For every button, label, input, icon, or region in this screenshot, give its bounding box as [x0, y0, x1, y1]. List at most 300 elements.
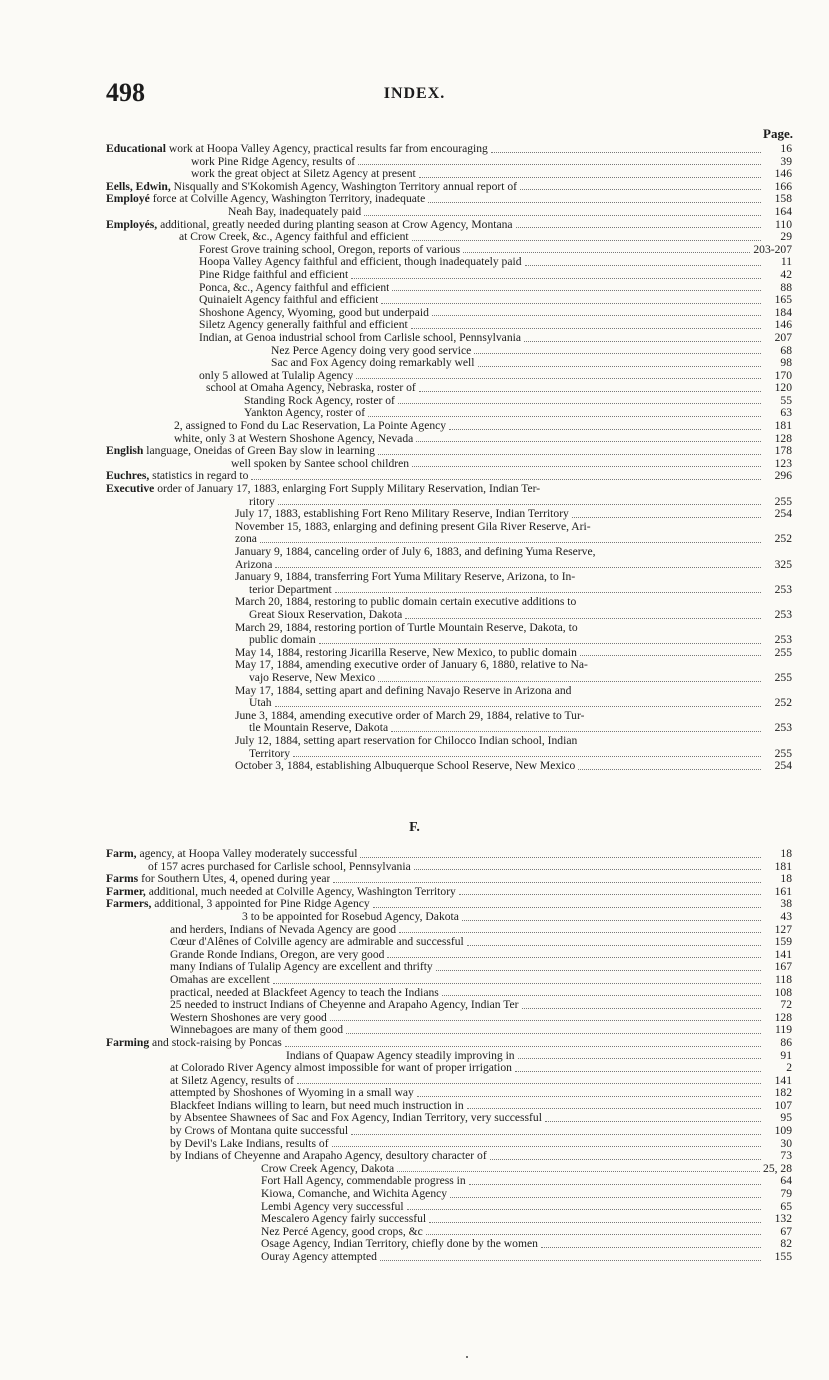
index-entry-page: 254 — [774, 508, 792, 521]
index-entry-text: Utah — [249, 697, 272, 710]
index-entry-text: May 17, 1884, amending executive order of January 6, 1880, relative to Na- — [235, 659, 588, 672]
dot-leader — [398, 403, 761, 404]
index-entry-page: 181 — [774, 860, 792, 873]
index-entry — [106, 873, 792, 886]
index-entry-text: ritory — [249, 495, 275, 508]
index-entry-page: 325 — [774, 558, 792, 571]
dot-leader — [293, 756, 761, 757]
dot-leader — [516, 227, 761, 228]
index-entry-text: Farms for Southern Utes, 4, opened during year — [106, 873, 331, 886]
index-entry — [106, 659, 792, 672]
index-entry — [106, 458, 792, 471]
index-entry-page: 42 — [780, 268, 792, 281]
dot-leader — [412, 466, 761, 467]
index-entry-page: 119 — [775, 1024, 792, 1037]
index-entry-heading: Farms — [106, 873, 139, 886]
index-entry-page: 98 — [780, 357, 792, 370]
index-entry-text: practical, needed at Blackfeet Agency to teach the Indians — [170, 986, 439, 999]
index-entry-text: Western Shoshones are very good — [170, 1011, 327, 1024]
index-entry-text: Executive order of January 17, 1883, enlarging Fort Supply Military Reservation, Indian Ter- — [106, 483, 541, 496]
dot-leader — [572, 517, 761, 518]
index-entry — [106, 861, 792, 874]
index-entry-heading: Euchres, — [106, 470, 150, 483]
index-entry — [106, 332, 792, 345]
index-entry-heading: Farm, — [106, 848, 137, 860]
dot-leader — [378, 681, 761, 682]
dot-leader — [520, 189, 761, 190]
index-entry — [106, 1012, 792, 1025]
index-entry-heading: Farmers, — [106, 898, 152, 911]
index-entry — [106, 231, 792, 244]
index-entry-text: Siletz Agency generally faithful and efficient — [199, 319, 408, 332]
index-entry-text: well spoken by Santee school children — [231, 457, 410, 470]
dot-leader — [524, 341, 761, 342]
index-entry — [106, 1075, 792, 1088]
index-entry — [106, 445, 792, 458]
index-entry — [106, 987, 792, 1000]
index-entry-text: school at Omaha Agency, Nebraska, roster of — [206, 382, 416, 395]
index-entry — [106, 521, 792, 534]
index-entry — [106, 584, 792, 597]
index-entry-text: by Crows of Montana quite successful — [170, 1125, 349, 1138]
index-entry — [106, 1213, 792, 1226]
dot-leader — [411, 328, 761, 329]
index-entry — [106, 596, 792, 609]
index-entry-page: 132 — [774, 1213, 792, 1226]
index-entry-text: zona — [235, 533, 257, 546]
dot-leader — [463, 252, 750, 253]
index-entry — [106, 1226, 792, 1239]
dot-leader — [275, 706, 761, 707]
index-entries-f — [106, 848, 792, 1264]
dot-leader — [462, 920, 761, 921]
index-entry-text: vajo Reserve, New Mexico — [249, 671, 376, 684]
index-entry — [106, 345, 792, 358]
index-entry — [106, 370, 792, 383]
dot-leader — [515, 1071, 761, 1072]
index-entry-text: tle Mountain Reserve, Dakota — [249, 722, 389, 735]
index-entry-page: 110 — [775, 218, 792, 231]
index-entry-text: Farmers, additional, 3 appointed for Pine Ridge Agency — [106, 898, 370, 911]
index-entry-text: work Pine Ridge Agency, results of — [191, 155, 356, 168]
dot-leader — [273, 983, 761, 984]
index-entry-text: work the great object at Siletz Agency at present — [191, 168, 416, 181]
dot-leader — [429, 1222, 761, 1223]
index-entry-page: 255 — [774, 671, 792, 684]
dot-leader — [525, 265, 762, 266]
dot-leader — [387, 957, 761, 958]
index-entry-page: 161 — [774, 885, 792, 898]
dot-leader — [380, 1260, 761, 1261]
dot-leader — [351, 278, 761, 279]
dot-leader — [467, 1108, 761, 1109]
index-entries-e — [106, 143, 792, 773]
index-entry-text: June 3, 1884, amending executive order of March 29, 1884, relative to Tur- — [235, 709, 585, 722]
index-entry-text: Crow Creek Agency, Dakota — [261, 1162, 395, 1175]
index-entry — [106, 1138, 792, 1151]
index-entry-page: 68 — [780, 344, 792, 357]
dot-leader — [449, 429, 761, 430]
index-entry-text: Pine Ridge faithful and efficient — [199, 268, 349, 281]
index-entry-text: by Devil's Lake Indians, results of — [170, 1137, 329, 1150]
index-entry-heading: Eells, Edwin, — [106, 180, 171, 193]
index-entry-text: Yankton Agency, roster of — [244, 407, 366, 420]
index-entry-page: 43 — [780, 910, 792, 923]
dot-leader — [416, 441, 761, 442]
dot-leader — [260, 542, 761, 543]
index-entry-text: Great Sioux Reservation, Dakota — [249, 608, 403, 621]
index-entry-text: January 9, 1884, transferring Fort Yuma Military Reserve, Arizona, to In- — [235, 571, 576, 584]
index-entry — [106, 999, 792, 1012]
index-entry — [106, 735, 792, 748]
page-number: 498 — [106, 78, 145, 107]
index-entry — [106, 571, 792, 584]
index-entry — [106, 748, 792, 761]
index-entry-text: Neah Bay, inadequately paid — [228, 205, 362, 218]
index-entry-text: Hoopa Valley Agency faithful and efficient, though inadequately paid — [199, 256, 522, 269]
index-entry-page: 79 — [780, 1188, 792, 1201]
index-entry-page: 25, 28 — [763, 1162, 792, 1175]
index-entry — [106, 420, 792, 433]
index-entry-page: 2 — [786, 1062, 792, 1075]
index-entry — [106, 911, 792, 924]
index-entry-page: 86 — [780, 1036, 792, 1049]
index-entry — [106, 307, 792, 320]
index-entry-page: 164 — [774, 205, 792, 218]
index-entry — [106, 1100, 792, 1113]
index-entry-text: Shoshone Agency, Wyoming, good but underpaid — [199, 306, 429, 319]
index-entry-text: many Indians of Tulalip Agency are excellent and thrifty — [170, 961, 433, 974]
index-entry-page: 30 — [780, 1137, 792, 1150]
index-entry — [106, 1112, 792, 1125]
index-entry — [106, 961, 792, 974]
index-entry — [106, 886, 792, 899]
dot-leader — [397, 1171, 760, 1172]
index-entry — [106, 168, 792, 181]
dot-leader — [580, 655, 761, 656]
index-entry-page: 123 — [774, 457, 792, 470]
index-entry-page: 296 — [774, 470, 792, 483]
dot-leader — [351, 1134, 761, 1135]
index-entry — [106, 496, 792, 509]
index-entry-text: of 157 acres purchased for Carlisle school, Pennsylvania — [148, 860, 411, 873]
index-entry-page: 109 — [774, 1125, 792, 1138]
index-entry-page: 18 — [780, 848, 792, 860]
index-entry-page: 63 — [780, 407, 792, 420]
index-entry — [106, 1087, 792, 1100]
index-entry-text: attempted by Shoshones of Wyoming in a small way — [170, 1087, 414, 1100]
dot-leader — [275, 567, 761, 568]
dot-leader — [432, 315, 761, 316]
index-entry-text: Nez Percé Agency, good crops, &c — [261, 1225, 423, 1238]
dot-leader — [450, 1197, 761, 1198]
index-entry-page: 95 — [780, 1112, 792, 1125]
index-entry-page: 18 — [780, 873, 792, 886]
index-entry-page: 170 — [774, 369, 792, 382]
index-entry-page: 253 — [774, 608, 792, 621]
dot-leader — [442, 995, 761, 996]
dot-leader — [467, 945, 761, 946]
index-entry-page: 108 — [774, 986, 792, 999]
index-entry — [106, 1251, 792, 1264]
index-entry — [106, 1062, 792, 1075]
index-entry — [106, 1050, 792, 1063]
page-title: INDEX. — [383, 85, 446, 102]
index-entry — [106, 382, 792, 395]
index-entry — [106, 697, 792, 710]
index-entry-text: Employé force at Colville Agency, Washington Territory, inadequate — [106, 193, 426, 206]
index-entry-text: Farm, agency, at Hoopa Valley moderately successful — [106, 848, 358, 860]
index-entry-page: 128 — [774, 432, 792, 445]
index-entry-text: Kiowa, Comanche, and Wichita Agency — [261, 1188, 448, 1201]
index-entry-text: 2, assigned to Fond du Lac Reservation, La Pointe Agency — [174, 420, 447, 433]
index-entry-page: 107 — [774, 1099, 792, 1112]
index-entry — [106, 395, 792, 408]
index-entry-page: 82 — [780, 1238, 792, 1251]
index-entry — [106, 1238, 792, 1251]
dot-leader — [392, 290, 761, 291]
index-entry-text: by Indians of Cheyenne and Arapaho Agency, desultory character of — [170, 1150, 487, 1163]
dot-leader — [364, 215, 761, 216]
index-entry-page: 255 — [774, 495, 792, 508]
index-entry-page: 118 — [775, 973, 792, 986]
index-entry-page: 146 — [774, 168, 792, 181]
dot-leader — [368, 416, 761, 417]
index-entry-page: 159 — [774, 936, 792, 949]
index-entry-page: 254 — [774, 760, 792, 773]
index-entry — [106, 319, 792, 332]
index-entry-page: 252 — [774, 697, 792, 710]
index-entry-page: 88 — [780, 281, 792, 294]
dot-leader — [319, 643, 761, 644]
index-entry — [106, 647, 792, 660]
index-entry — [106, 1024, 792, 1037]
index-entry-text: Employés, additional, greatly needed during planting season at Crow Agency, Montana — [106, 218, 513, 231]
index-entry — [106, 672, 792, 685]
index-entry-page: 255 — [774, 646, 792, 659]
index-entry-text: Standing Rock Agency, roster of — [244, 394, 395, 407]
index-entry-page: 155 — [774, 1251, 792, 1263]
index-entry — [106, 1037, 792, 1050]
index-entry — [106, 483, 792, 496]
dot-leader — [490, 1159, 761, 1160]
index-entry — [106, 508, 792, 521]
dot-leader — [578, 769, 761, 770]
index-entry — [106, 559, 792, 572]
dot-leader — [346, 1033, 761, 1034]
dot-leader — [297, 1083, 761, 1084]
index-entry-text: Ouray Agency attempted — [261, 1251, 377, 1263]
index-entry-text: March 29, 1884, restoring portion of Turtle Mountain Reserve, Dakota, to — [235, 621, 578, 634]
dot-leader — [522, 1008, 761, 1009]
index-entry-text: Forest Grove training school, Oregon, reports of various — [199, 243, 461, 256]
index-entry — [106, 433, 792, 446]
index-entry-page: 167 — [774, 961, 792, 974]
index-entry — [106, 1150, 792, 1163]
dot-leader — [251, 479, 761, 480]
index-entry-page: 120 — [774, 382, 792, 395]
dot-leader — [417, 1096, 761, 1097]
index-entry — [106, 269, 792, 282]
index-entry-page: 165 — [774, 294, 792, 307]
index-entry — [106, 282, 792, 295]
index-entry-page: 29 — [780, 231, 792, 244]
index-entry — [106, 634, 792, 647]
index-entry-page: 181 — [774, 420, 792, 433]
dot-leader — [419, 177, 761, 178]
index-entry — [106, 949, 792, 962]
index-entry-page: 146 — [774, 319, 792, 332]
index-entry-text: by Absentee Shawnees of Sac and Fox Agency, Indian Territory, very successful — [170, 1112, 542, 1125]
index-entry-page: 11 — [780, 256, 792, 269]
index-entry-page: 67 — [780, 1225, 792, 1238]
index-entry-page: 253 — [774, 722, 792, 735]
index-entry — [106, 924, 792, 937]
index-entry — [106, 1201, 792, 1214]
index-entry-page: 72 — [780, 999, 792, 1012]
index-entry — [106, 546, 792, 559]
index-entry-heading: Farmer, — [106, 885, 146, 898]
index-entry-heading: Executive — [106, 483, 155, 496]
dot-leader — [518, 1058, 761, 1059]
index-entry-text: May 17, 1884, setting apart and defining Navajo Reserve in Arizona and — [235, 684, 572, 697]
index-entry — [106, 181, 792, 194]
index-entry — [106, 609, 792, 622]
index-entry-text: Indian, at Genoa industrial school from Carlisle school, Pennsylvania — [199, 331, 521, 344]
index-entry-page: 16 — [780, 143, 792, 155]
index-entry-text: Quinaielt Agency faithful and efficient — [199, 294, 379, 307]
dot-leader — [332, 1146, 761, 1147]
index-entry — [106, 407, 792, 420]
index-entry-text: terior Department — [249, 583, 332, 596]
dot-leader — [381, 303, 761, 304]
index-entry-text: Territory — [249, 747, 291, 760]
index-entry-text: Indians of Quapaw Agency steadily improving in — [286, 1049, 515, 1062]
dot-leader — [436, 970, 761, 971]
index-entry-page: 141 — [774, 1074, 792, 1087]
index-entry-heading: Employé — [106, 193, 150, 206]
index-entry — [106, 470, 792, 483]
page-mark — [466, 1356, 468, 1358]
index-entry-page: 38 — [780, 898, 792, 911]
dot-leader — [478, 366, 762, 367]
dot-leader — [405, 618, 761, 619]
dot-leader — [330, 1020, 761, 1021]
dot-leader — [399, 932, 761, 933]
section-letter-f: F. — [409, 820, 420, 835]
index-entry-text: Sac and Fox Agency doing remarkably well — [271, 357, 475, 370]
dot-leader — [412, 240, 761, 241]
index-entry-page: 39 — [780, 155, 792, 168]
index-entry-text: Omahas are excellent — [170, 973, 270, 986]
index-entry-heading: Farming — [106, 1036, 150, 1049]
index-entry-page: 64 — [780, 1175, 792, 1188]
dot-leader — [285, 1046, 761, 1047]
index-entry-text: Osage Agency, Indian Territory, chiefly done by the women — [261, 1238, 538, 1251]
index-entry-page: 158 — [774, 193, 792, 206]
index-entry-text: at Crow Creek, &c., Agency faithful and efficient — [179, 231, 409, 244]
index-entry-page: 207 — [774, 331, 792, 344]
dot-leader — [459, 894, 761, 895]
index-entry-text: Educational work at Hoopa Valley Agency, practical results far from encouraging — [106, 143, 488, 155]
index-entry-text: July 17, 1883, establishing Fort Reno Military Reserve, Indian Territory — [235, 508, 569, 521]
index-entry-text: Fort Hall Agency, commendable progress in — [261, 1175, 466, 1188]
dot-leader — [373, 907, 761, 908]
index-entry-text: English language, Oneidas of Green Bay slow in learning — [106, 445, 375, 458]
index-entry — [106, 760, 792, 773]
dot-leader — [474, 353, 761, 354]
index-entry-page: 127 — [774, 923, 792, 936]
index-entry-page: 65 — [780, 1200, 792, 1213]
index-entry-text: Lembi Agency very successful — [261, 1200, 404, 1213]
index-entry — [106, 156, 792, 169]
index-entry-page: 141 — [774, 948, 792, 961]
index-entry — [106, 244, 792, 257]
index-entry-heading: Educational — [106, 143, 166, 155]
dot-leader — [491, 152, 761, 153]
index-entry-page: 184 — [774, 306, 792, 319]
index-entry — [106, 848, 792, 861]
index-entry-page: 255 — [774, 747, 792, 760]
index-entry-page: 182 — [774, 1087, 792, 1100]
index-entry-text: at Colorado River Agency almost impossible for want of proper irrigation — [170, 1062, 512, 1075]
index-entry — [106, 685, 792, 698]
index-entry-text: and herders, Indians of Nevada Agency are good — [170, 923, 396, 936]
dot-leader — [407, 1209, 761, 1210]
dot-leader — [541, 1247, 761, 1248]
index-entry-text: 3 to be appointed for Rosebud Agency, Dakota — [242, 910, 459, 923]
index-entry-text: November 15, 1883, enlarging and defining present Gila River Reserve, Ari- — [235, 520, 591, 533]
index-entry-page: 253 — [774, 634, 792, 647]
index-entry — [106, 294, 792, 307]
index-entry-page: 178 — [774, 445, 792, 458]
index-entry-text: Ponca, &c., Agency faithful and efficient — [199, 281, 390, 294]
dot-leader — [378, 454, 761, 455]
index-entry-text: Grande Ronde Indians, Oregon, are very good — [170, 948, 385, 961]
dot-leader — [414, 869, 761, 870]
index-entry-text: Farming and stock-raising by Poncas — [106, 1036, 282, 1049]
dot-leader — [278, 504, 761, 505]
dot-leader — [428, 202, 761, 203]
index-entry-text: Farmer, additional, much needed at Colville Agency, Washington Territory — [106, 885, 456, 898]
dot-leader — [335, 592, 761, 593]
index-entry-text: at Siletz Agency, results of — [170, 1074, 294, 1087]
index-entry — [106, 1188, 792, 1201]
index-entry — [106, 193, 792, 206]
index-entry-text: Arizona — [235, 558, 273, 571]
index-entry-text: Cœur d'Alênes of Colville agency are admirable and successful — [170, 936, 464, 949]
dot-leader — [356, 378, 761, 379]
dot-leader — [360, 857, 761, 858]
index-entry-text: Blackfeet Indians willing to learn, but need much instruction in — [170, 1099, 464, 1112]
dot-leader — [469, 1184, 761, 1185]
index-entry-page: 166 — [774, 180, 792, 193]
page-column-label: Page. — [763, 126, 793, 141]
index-entry-page: 252 — [774, 533, 792, 546]
index-entry-text: Nez Perce Agency doing very good service — [271, 344, 472, 357]
index-entry-text: January 9, 1884, canceling order of July 6, 1883, and defining Yuma Reserve, — [235, 546, 596, 558]
index-entry — [106, 1175, 792, 1188]
index-entry — [106, 357, 792, 370]
index-entry — [106, 1163, 792, 1176]
dot-leader — [545, 1121, 761, 1122]
index-entry — [106, 974, 792, 987]
index-entry-page: 203-207 — [753, 243, 792, 256]
index-entry-text: Eells, Edwin, Nisqually and S'Kokomish Agency, Washington Territory annual report of — [106, 180, 518, 193]
index-entry — [106, 722, 792, 735]
index-entry-heading: Employés, — [106, 218, 158, 231]
index-entry-text: public domain — [249, 634, 316, 647]
